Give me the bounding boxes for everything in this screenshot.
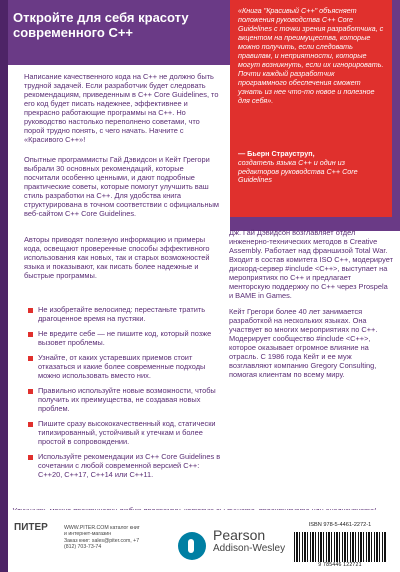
quote-box: «Книга "Красивый C++" объясняет положения руководства C++ Core Guidelines с точки зрения разработчика, с акцентом на преимущества, которые можно получить, если следовать правилам, и неприятности, которые могут возникнуть, если их игнорировать. Почти каждый разработчик программного обеспечения сможет узнать из нее что-то новое и полезное для себя».: [230, 0, 392, 217]
addison-wesley-label: Addison-Wesley: [213, 543, 286, 554]
author-bio-gregory: Кейт Грегори более 40 лет занимается разработкой на нескольких языках. Она участвует во многих мероприятиях по C++. Модерирует сообщество #include <C++>, которое оказывает огромное влияние на отрасль. С 1986 года Кейт и ее муж возглавляют компанию Gregory Consulting, помогая клиентам по всему миру.: [229, 307, 378, 379]
quote-author-role: создатель языка C++ и один из редакторов руководства C++ Core Guidelines: [238, 157, 358, 185]
quote-attribution: [230, 150, 392, 185]
intro-paragraph: Написание качественного кода на C++ не должно быть трудной задачей. Если разработчик будет следовать рекомендациям, приведенным в C++ Core Guidelines, то его код будет писать надежнее, эффективнее и прекрасно работающие программы на C++. Но руководство настолько переполнено советами, что порой трудно понять, с чего начать. Начните с «Красивого C++»!: [24, 72, 219, 144]
piter-block: [14, 522, 62, 560]
barcode-number: 9 785446 122721: [318, 562, 362, 568]
cover-title: Откройте для себя красоту современного C++: [13, 10, 189, 40]
quote-author: — Бьерн Страуструп,: [238, 149, 315, 158]
list-item: Не изобретайте велосипед: перестаньте тратить драгоценное время на пустяки.: [38, 305, 223, 323]
author-bio-davidson: Дж. Гай Дэвидсон возглавляет отдел инженерно-технических методов в Creative Assembly. Работает над франшизой Total War. Входит в состав комитета ISO C++, модерирует дискорд-сервер #include <C++>, выступает на мероприятиях по C++ и предлагает менторскую поддержку по C++ через Prospela и BAME in Games.: [229, 228, 393, 300]
barcode-icon: [294, 532, 386, 562]
isbn: ISBN 978-5-4461-2272-1: [308, 522, 372, 528]
list-item: Используйте рекомендации из C++ Core Guidelines в сочетании с любой современной версией C++: C++20, C++17, C++14 или C++11.: [38, 452, 223, 479]
list-item: Правильно используйте новые возможности, чтобы получить их преимущества, не создавая новых проблем.: [38, 386, 223, 413]
list-item: Не вредите себе — не пишите код, который позже вызовет проблемы.: [38, 329, 223, 347]
list-item: Узнайте, от каких устаревших приемов стоит отказаться и какие более современные подходы можно использовать вместо них.: [38, 353, 223, 380]
piter-logo: ПИТЕР: [14, 522, 48, 533]
list-item: Пишите сразу высококачественный код, статически типизированный, устойчивый к утечкам и более простой в сопровождении.: [38, 419, 223, 446]
authors-paragraph: Опытные программисты Гай Дэвидсон и Кейт Грегори выбрали 30 основных рекомендаций, которые посчитали особенно ценными, и дают подробные практические советы, которые помогут улучшить ваш стиль разработки на C++. Для удобства книга структурирована в точном соответствии с официальным веб-сайтом C++ Core Guidelines.: [24, 155, 219, 218]
info-paragraph: Авторы приводят полезную информацию и примеры кода, освещают проверенные способы эффективного использования как новых, так и старых возможностей языка и показывают, как писать более надежные и быстрые программы.: [24, 235, 210, 280]
spine-strip: [0, 0, 8, 572]
feature-list: [28, 305, 223, 485]
author-bios: [229, 228, 393, 379]
publisher-contacts: WWW.PITER.COM каталог книг и интернет-магазин Заказ книг: sales@piter.com, +7 (812) 703-73-74: [64, 525, 140, 551]
pearson-logo-icon: [178, 532, 206, 560]
pearson-label: Pearson: [213, 527, 266, 543]
